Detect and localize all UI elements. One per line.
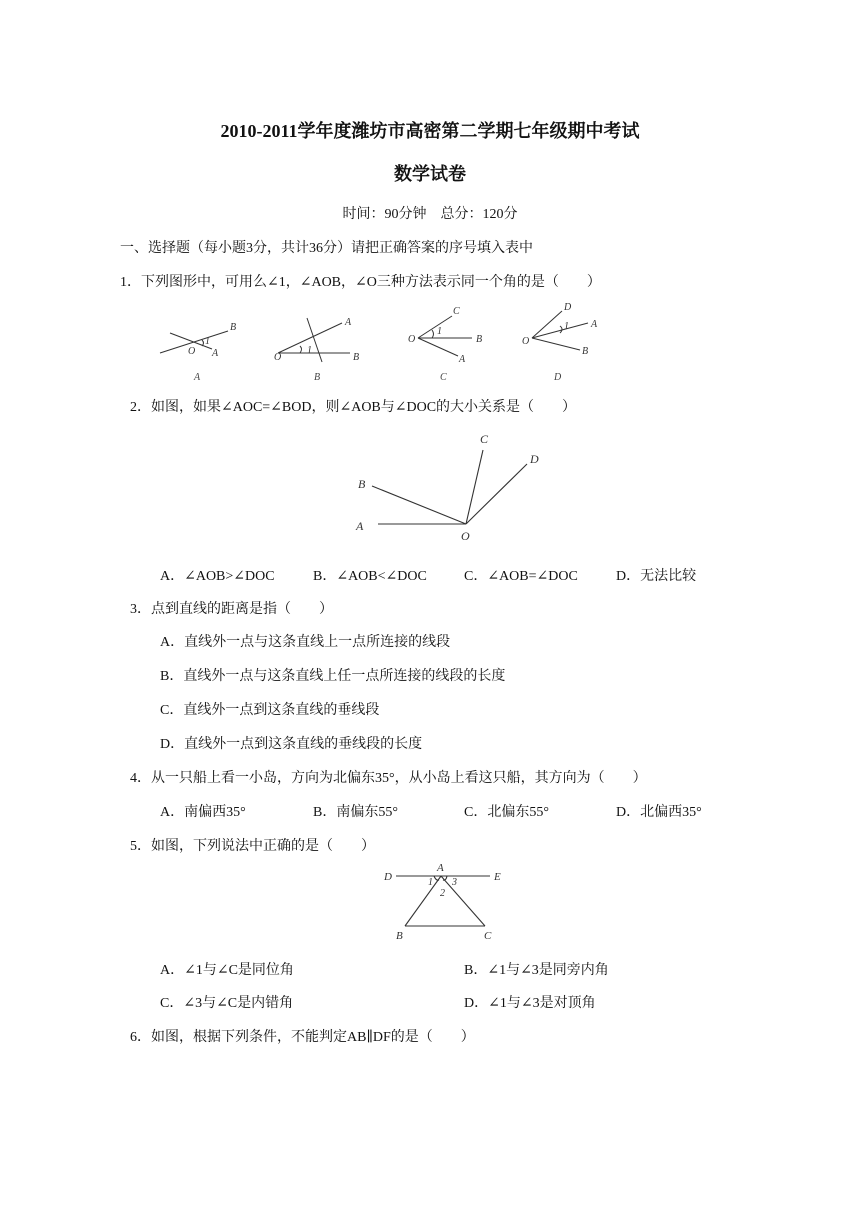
q5-segment-ab <box>405 876 441 926</box>
svg-text:B: B <box>582 346 589 357</box>
svg-text:B: B <box>230 322 237 333</box>
svg-text:1: 1 <box>428 877 433 888</box>
q1-b-arc <box>300 346 302 353</box>
q3-option-a: A．直线外一点与这条直线上一点所连接的线段 <box>160 635 451 650</box>
q5-option-b: B．∠1与∠3是同旁内角 <box>464 963 609 978</box>
svg-text:O: O <box>461 529 470 543</box>
q1-a-arc <box>202 340 204 346</box>
svg-text:D: D <box>530 452 539 466</box>
q4-option-b: B．南偏东55° <box>313 805 398 820</box>
svg-text:B: B <box>476 334 483 345</box>
q2-option-b: B．∠AOB<∠DOC <box>313 569 427 584</box>
q2-ray-ob <box>372 486 466 524</box>
svg-text:A: A <box>345 317 352 328</box>
svg-text:2: 2 <box>440 888 445 899</box>
q2-option-c: C．∠AOB=∠DOC <box>464 569 578 584</box>
svg-text:A: A <box>356 519 364 533</box>
svg-text:3: 3 <box>452 877 457 888</box>
svg-text:A: A <box>437 862 444 874</box>
q4-stem: 4．从一只船上看一小岛，方向为北偏东35°，从小岛上看这只船，其方向为（ ） <box>130 771 647 786</box>
svg-text:D: D <box>384 871 392 883</box>
svg-text:1: 1 <box>307 345 312 356</box>
q1-label-b: B <box>314 372 321 383</box>
q1-c-ray-oa <box>418 338 458 356</box>
q5-stem: 5．如图，下列说法中正确的是（ ） <box>130 839 375 854</box>
svg-text:1: 1 <box>564 321 569 332</box>
q2-figure <box>340 426 560 546</box>
q2-option-d: D．无法比较 <box>616 569 697 584</box>
svg-text:O: O <box>274 352 282 363</box>
q5-option-c: C．∠3与∠C是内错角 <box>160 996 294 1011</box>
exam-subtitle: 数学试卷 <box>394 164 466 184</box>
q1-stem: 1．下列图形中，可用么∠1，∠AOB，∠O三种方法表示同一个角的是（ ） <box>120 275 601 290</box>
q5-option-d: D．∠1与∠3是对顶角 <box>464 996 596 1011</box>
q1-label-a: A <box>194 372 201 383</box>
q3-option-d: D．直线外一点到这条直线的垂线段的长度 <box>160 737 423 752</box>
svg-text:E: E <box>494 871 501 883</box>
svg-text:B: B <box>358 477 366 491</box>
q2-stem: 2．如图，如果∠AOC=∠BOD，则∠AOB与∠DOC的大小关系是（ ） <box>130 400 577 415</box>
q5-figure <box>378 860 518 942</box>
svg-text:A: A <box>591 319 598 330</box>
svg-text:B: B <box>353 352 360 363</box>
q1-label-d: D <box>554 372 562 383</box>
exam-title: 2010-2011学年度潍坊市高密第二学期七年级期中考试 <box>220 121 640 141</box>
svg-text:C: C <box>480 432 489 446</box>
q1-figures <box>150 296 610 386</box>
q5-segment-ac <box>441 876 485 926</box>
section-heading: 一、选择题（每小题3分，共计36分）请把正确答案的序号填入表中 <box>120 241 533 256</box>
svg-text:O: O <box>408 334 416 345</box>
q5-option-a: A．∠1与∠C是同位角 <box>160 963 294 978</box>
q4-option-d: D．北偏西35° <box>616 805 702 820</box>
svg-text:C: C <box>453 306 460 317</box>
svg-text:O: O <box>522 336 530 347</box>
svg-text:O: O <box>188 346 196 357</box>
q1-label-c: C <box>440 372 447 383</box>
q3-stem: 3．点到直线的距离是指（ ） <box>130 602 333 617</box>
q2-ray-od <box>466 464 527 524</box>
exam-meta: 时间：90分钟 总分：120分 <box>342 207 518 222</box>
svg-text:D: D <box>564 302 572 313</box>
q3-option-c: C．直线外一点到这条直线的垂线段 <box>160 703 380 718</box>
q1-d-ray-ob <box>532 338 580 350</box>
svg-text:C: C <box>484 930 492 942</box>
q2-ray-oc <box>466 450 483 524</box>
q1-d-arc <box>560 326 562 333</box>
q1-c-arc <box>432 330 434 338</box>
q4-option-c: C．北偏东55° <box>464 805 549 820</box>
q2-option-a: A．∠AOB>∠DOC <box>160 569 275 584</box>
q3-option-b: B．直线外一点与这条直线上任一点所连接的线段的长度 <box>160 669 506 684</box>
svg-text:B: B <box>396 930 403 942</box>
svg-text:1: 1 <box>437 326 442 337</box>
q1-c-ray-oc <box>418 316 452 338</box>
svg-text:1: 1 <box>205 336 210 347</box>
svg-text:A: A <box>459 354 466 365</box>
q6-stem: 6．如图，根据下列条件，不能判定AB∥DF的是（ ） <box>130 1030 475 1045</box>
q4-option-a: A．南偏西35° <box>160 805 246 820</box>
svg-text:A: A <box>212 348 219 359</box>
